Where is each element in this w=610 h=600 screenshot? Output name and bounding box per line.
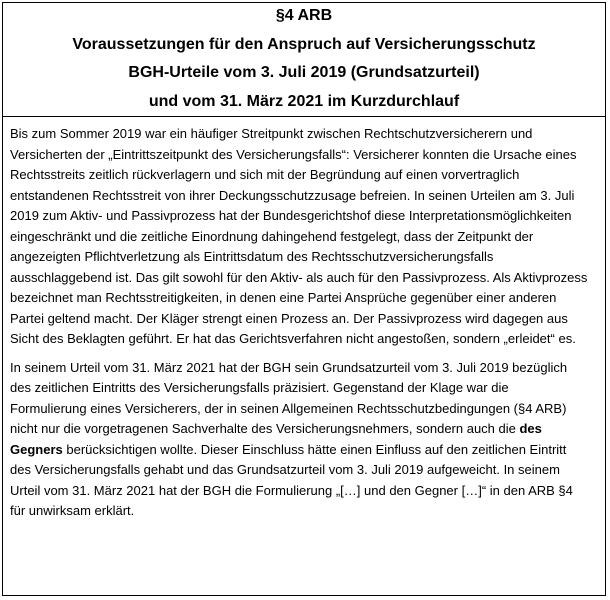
paragraph-2 [10,358,598,522]
text-line: angezeigten Pflichtverletzung als Eintrittsdatum des Rechtsschutzversicherungsfalls [10,249,494,264]
emphasis-des: des [519,421,542,436]
text-line: bezeichnet man Rechtsstreitigkeiten, in denen eine Partei Ansprüche gegenüber einer anderen [10,290,557,305]
document-frame [2,2,606,596]
text-line: In seinem Urteil vom 31. März 2021 hat der BGH sein Grundsatzurteil vom 3. Juli 2019 bezüglich [10,359,568,375]
document-body [10,124,598,522]
text-line: 2019 zum Aktiv- und Passivprozess hat der Bundesgerichtshof diese Interpretationsmöglichkeiten [10,208,572,223]
text-segment: nicht nur die vorgetragenen Sachverhalte des Versicherungsnehmers, sondern auch die [10,421,520,436]
header-summary: und vom 31. März 2021 im Kurzdurchlauf [148,93,460,110]
document-header [3,3,605,117]
text-line: Rechtsstreits zeitlich rückverlagern und sich mit der Begründung auf einen vorvertraglich [10,167,520,182]
text-line [10,419,598,440]
text-line: des Versicherungsfalls gehabt und das Grundsatzurteil vom 3. Juli 2019 aufgeweicht. In seinem [10,462,560,477]
text-line: des zeitlichen Eintritts des Versicherungsfalls präzisiert. Gegenstand der Klage war die [10,380,509,395]
paragraph-1 [10,124,598,350]
text-line: eingeschränkt und die zeitliche Einordnung dahingehend festgelegt, dass der Zeitpunkt der [10,228,534,244]
header-subtitle: Voraussetzungen für den Anspruch auf Versicherungsschutz [72,36,536,53]
emphasis-gegners: Gegners [10,441,63,457]
header-court-rulings: BGH-Urteile vom 3. Juli 2019 (Grundsatzurteil) [128,64,480,81]
text-line: ausschlaggebend ist. Das gilt sowohl für den Aktiv- als auch für den Passivprozess. Als Aktivprozess [10,269,588,285]
text-line: für unwirksam erklärt. [10,503,135,518]
text-line: Sicht des Beklagten geführt. Er hat das Gerichtsverfahren nicht angestoßen, sondern „erleidet“ es. [10,331,576,346]
text-line: Urteil vom 31. März 2021 hat der BGH die Formulierung „[…] und den Gegner […]“ in den ARB §4 [10,482,573,498]
header-title: §4 ARB [275,7,333,24]
text-line: Bis zum Sommer 2019 war ein häufiger Streitpunkt zwischen Rechtschutzversicherern und [10,126,533,141]
text-line: entstandenen Rechtsstreit von ihrer Deckungsschutzzusage befreien. In seinen Urteilen am 3. Juli [10,187,575,203]
text-line: Formulierung eines Versicherers, der in seinen Allgemeinen Rechtsschutzbedingungen (§4 ARB) [10,400,567,416]
text-segment: berücksichtigen wollte. Dieser Einschluss hätte einen Einfluss auf den zeitlichen Eintritt [62,441,567,457]
text-line [10,440,598,461]
text-line: Partei geltend macht. Der Kläger strengt einen Prozess an. Der Passivprozess wird dagegen aus [10,310,568,326]
text-line: Versicherten der „Eintrittszeitpunkt des Versicherungsfalls“: Versicherer konnten die Ursache eines [10,146,577,162]
